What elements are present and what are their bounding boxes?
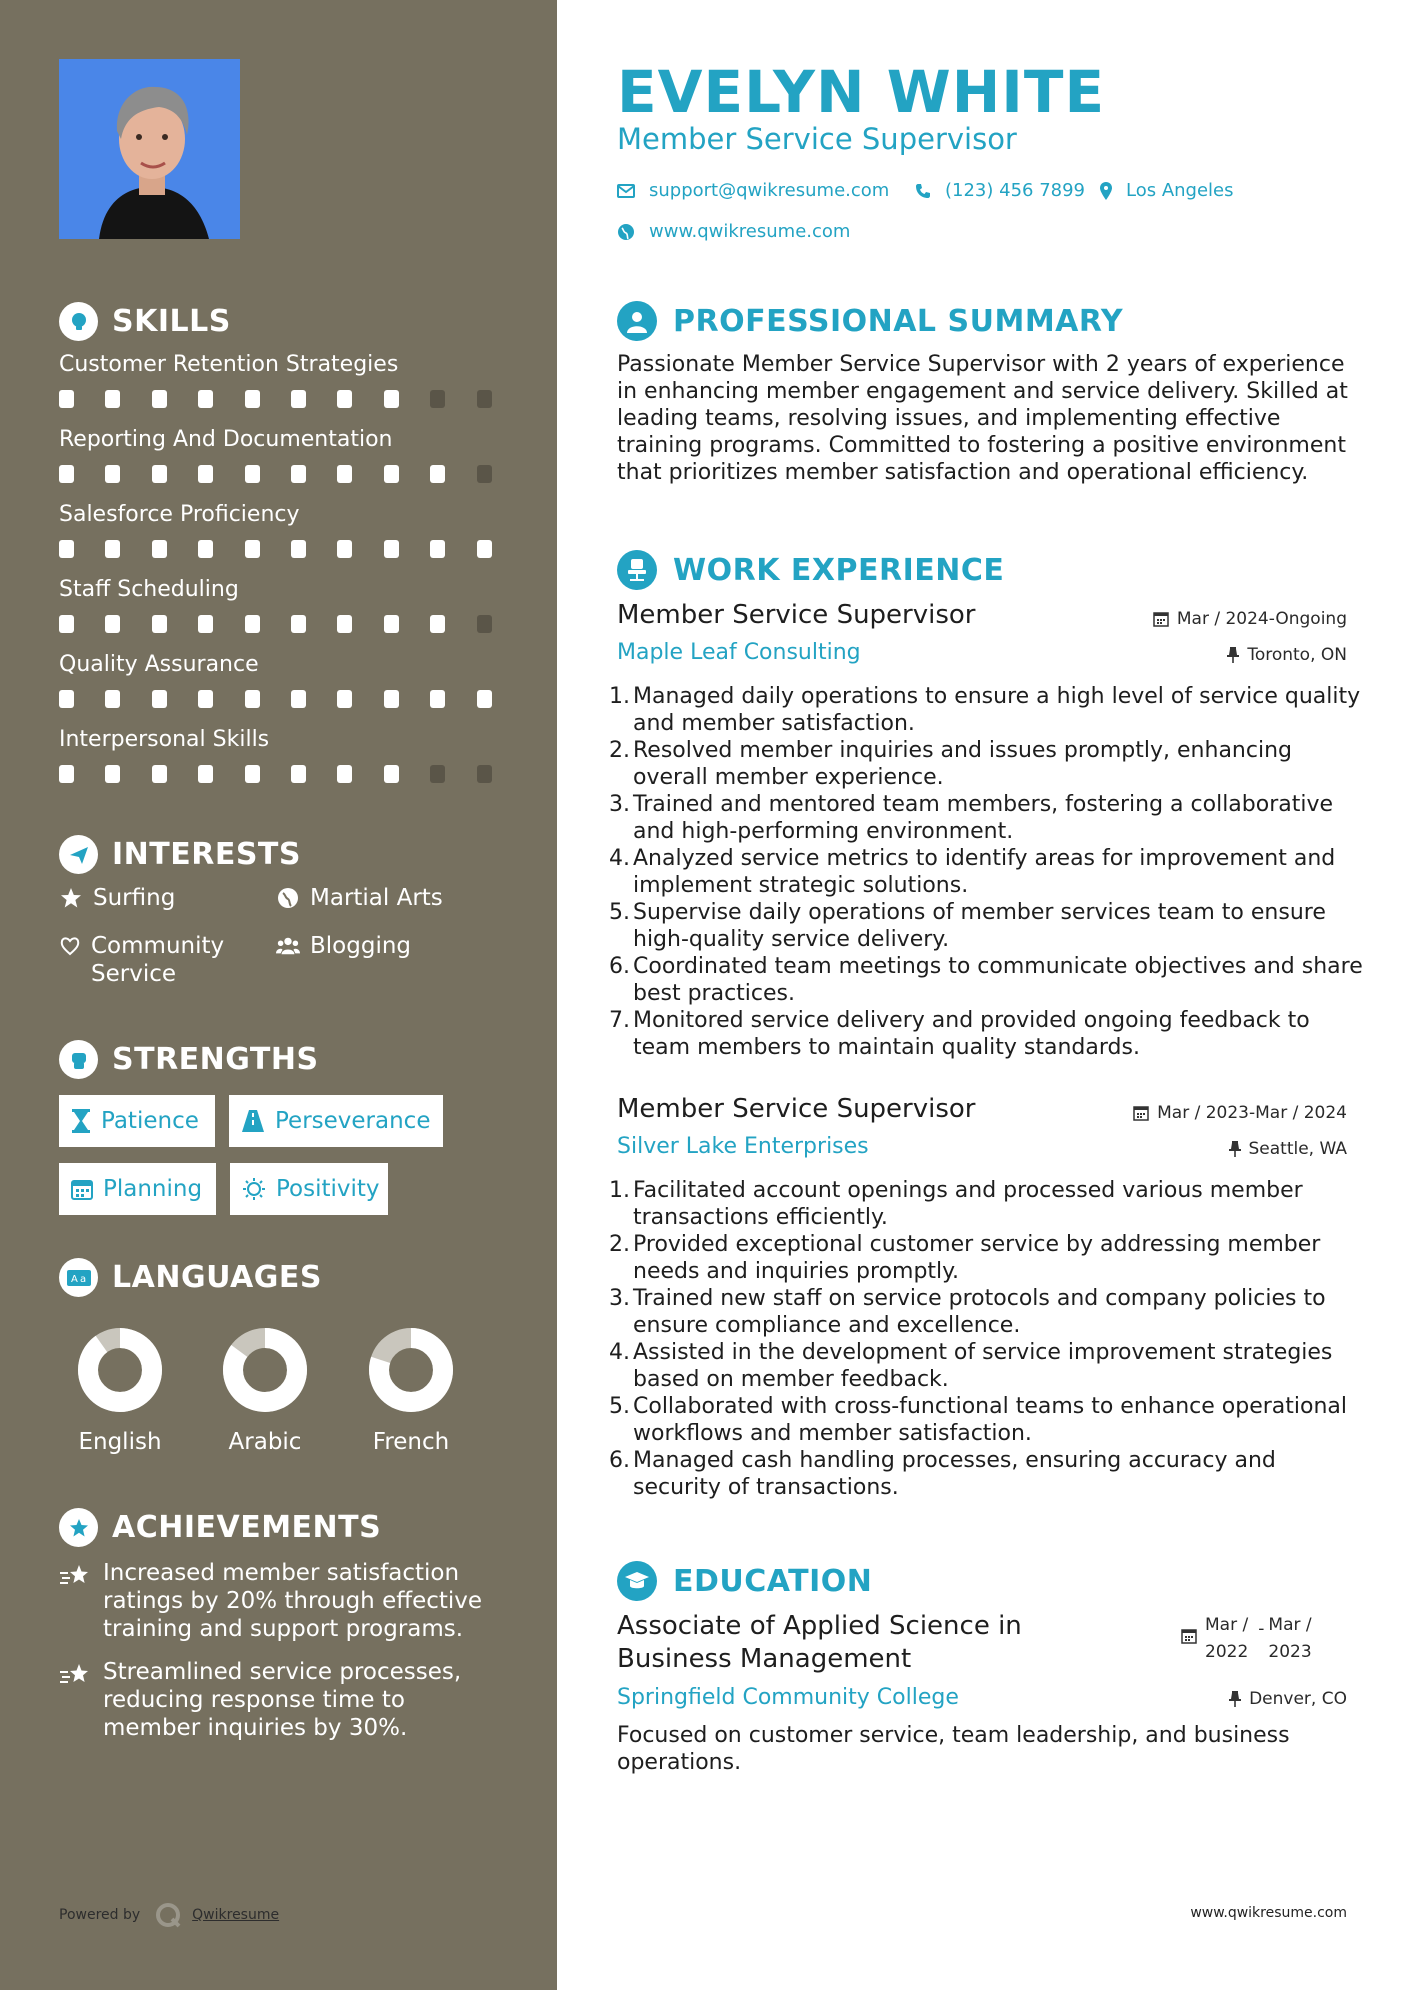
degree-line: Associate of Applied Science in [617, 1611, 1022, 1641]
skill-dot-filled [337, 690, 352, 708]
profile-photo [59, 59, 240, 239]
interest-item [276, 932, 411, 960]
job-bullet: 4. Analyzed service metrics to identify areas for improvement and implement strategic solutions. [609, 846, 1336, 898]
location-contact [1100, 180, 1234, 201]
website-contact[interactable] [617, 221, 850, 242]
skill-dot-filled [245, 615, 260, 633]
calendar-icon [1153, 611, 1169, 627]
award-star-icon [59, 1508, 98, 1547]
graduation-cap-icon [617, 1561, 657, 1601]
main-content [557, 0, 1407, 1990]
education-end-date: Mar / 2023 [1268, 1615, 1312, 1662]
interest-item [276, 884, 443, 912]
skill-dot-filled [152, 615, 167, 633]
map-pin-icon [1100, 182, 1112, 200]
job-location-text: Toronto, ON [1247, 645, 1347, 665]
skill-dot-empty [477, 465, 492, 483]
heart-outline-icon [59, 932, 81, 957]
interest-label: Blogging [310, 933, 412, 959]
skill-name: Staff Scheduling [59, 577, 239, 602]
job-dates-text: Mar / 2024-Ongoing [1176, 609, 1347, 629]
job-company: Silver Lake Enterprises [617, 1134, 869, 1159]
strength-label: Planning [103, 1176, 203, 1202]
education-dates [1181, 1612, 1312, 1666]
envelope-icon [617, 184, 635, 198]
summary-title: PROFESSIONAL SUMMARY [673, 303, 1124, 339]
skill-dot-empty [430, 390, 445, 408]
calendar-icon [71, 1178, 93, 1200]
job-bullet: 3. Trained new staff on service protocols and company policies to ensure compliance and excellence. [609, 1286, 1326, 1338]
skill-dot-filled [198, 615, 213, 633]
language-ring-fill [88, 1338, 152, 1402]
job-location [1229, 1139, 1348, 1159]
skill-dot-filled [430, 690, 445, 708]
skill-name: Reporting And Documentation [59, 427, 393, 452]
strength-label: Patience [101, 1108, 199, 1134]
lightbulb-icon [59, 302, 98, 341]
job-dates-text: Mar / 2023-Mar / 2024 [1157, 1103, 1347, 1123]
job-bullet: 4. Assisted in the development of service improvement strategies based on member feedback. [609, 1340, 1333, 1392]
skill-dot-filled [105, 390, 120, 408]
skill-dot-filled [59, 465, 74, 483]
language-label: English [78, 1429, 162, 1455]
education-location [1229, 1689, 1347, 1709]
language-ring [75, 1325, 165, 1415]
strength-label: Positivity [276, 1176, 380, 1202]
job-bullet: 2. Provided exceptional customer service by addressing member needs and inquiries promptly. [609, 1232, 1321, 1284]
skill-dot-filled [291, 615, 306, 633]
paper-plane-icon [59, 835, 98, 874]
job-bullet: 6. Coordinated team meetings to communicate objectives and share best practices. [609, 954, 1363, 1006]
skill-dot-filled [291, 390, 306, 408]
skill-level-dots [59, 690, 499, 708]
globe-icon [617, 223, 635, 241]
education-title: EDUCATION [673, 1563, 873, 1599]
education-heading [617, 1561, 872, 1601]
skill-level-dots [59, 615, 499, 633]
svg-text:a: a [79, 1273, 86, 1285]
interests-title: INTERESTS [112, 837, 301, 872]
skill-dot-filled [245, 540, 260, 558]
strength-badge [230, 1163, 388, 1215]
skill-dot-filled [245, 390, 260, 408]
job-bullet: 2. Resolved member inquiries and issues promptly, enhancing overall member experience. [609, 738, 1292, 790]
skill-dot-filled [59, 765, 74, 783]
achievement-item [59, 1658, 483, 1742]
job-bullet: 1. Facilitated account openings and processed various member transactions efficiently. [609, 1178, 1303, 1230]
phone-text: (123) 456 7899 [945, 180, 1086, 201]
summary-heading [617, 301, 1123, 341]
interests-heading [59, 835, 301, 874]
skill-dot-filled [59, 690, 74, 708]
strength-badge [229, 1095, 443, 1147]
skill-dot-filled [245, 765, 260, 783]
skill-dot-empty [430, 765, 445, 783]
skill-dot-filled [384, 465, 399, 483]
footer-url-link[interactable]: www.qwikresume.com [1190, 1905, 1347, 1921]
skill-dot-filled [245, 465, 260, 483]
skill-dot-filled [477, 690, 492, 708]
sun-icon [242, 1177, 266, 1201]
skill-name: Quality Assurance [59, 652, 259, 677]
pushpin-icon [1227, 647, 1239, 663]
job-location-text: Seattle, WA [1248, 1139, 1347, 1159]
strength-badge [59, 1163, 216, 1215]
job-dates [1133, 1103, 1347, 1123]
language-ring [220, 1325, 310, 1415]
skill-dot-filled [245, 690, 260, 708]
skill-dot-filled [59, 615, 74, 633]
skill-dot-filled [384, 540, 399, 558]
candidate-role: Member Service Supervisor [617, 122, 1017, 156]
job-bullets [609, 1177, 1369, 1501]
strengths-heading [59, 1040, 319, 1079]
achievements-heading [59, 1508, 381, 1547]
skill-dot-filled [105, 690, 120, 708]
skill-level-dots [59, 465, 499, 483]
language-label: Arabic [228, 1429, 302, 1455]
education-start-date: Mar / 2022 [1205, 1615, 1249, 1662]
summary-text: Passionate Member Service Supervisor with 2 years of experience in enhancing member engagement and service delivery. Skilled at leading teams, resolving issues, and implementing effective training programs. Committed to fostering a positive environment that prioritizes member satisfaction and operational efficiency. [617, 352, 1348, 485]
strengths-title: STRENGTHS [112, 1042, 319, 1077]
fist-icon [59, 1040, 98, 1079]
skill-dot-filled [430, 615, 445, 633]
skill-dot-filled [198, 390, 213, 408]
powered-by-label: Powered by [59, 1907, 141, 1923]
strength-badge [59, 1095, 215, 1147]
skill-dot-filled [337, 465, 352, 483]
achievement-text: Streamlined service processes, reducing response time to member inquiries by 30%. [103, 1659, 462, 1741]
skill-level-dots [59, 390, 499, 408]
skill-dot-filled [105, 615, 120, 633]
user-icon [617, 301, 657, 341]
skill-dot-filled [430, 540, 445, 558]
skill-name: Customer Retention Strategies [59, 352, 399, 377]
interest-item [59, 932, 259, 988]
calendar-icon [1133, 1105, 1149, 1121]
job-bullet: 1. Managed daily operations to ensure a high level of service quality and member satisfaction. [609, 684, 1361, 736]
location-text: Los Angeles [1126, 180, 1234, 201]
skill-dot-empty [477, 390, 492, 408]
email-contact[interactable] [617, 180, 889, 201]
sidebar [0, 0, 557, 1990]
skill-dot-filled [384, 615, 399, 633]
education-date-separator: - [1258, 1619, 1265, 1639]
skill-dot-filled [198, 690, 213, 708]
skill-dot-filled [291, 465, 306, 483]
skill-dot-filled [384, 390, 399, 408]
skill-name: Interpersonal Skills [59, 727, 270, 752]
email-text: support@qwikresume.com [649, 180, 890, 201]
job-title: Member Service Supervisor [617, 600, 976, 630]
pushpin-icon [1229, 1691, 1241, 1707]
experience-heading [617, 550, 1004, 590]
job-title: Member Service Supervisor [617, 1094, 976, 1124]
skill-dot-filled [337, 615, 352, 633]
skill-dot-filled [337, 390, 352, 408]
skill-dot-empty [477, 765, 492, 783]
globe-icon [276, 884, 300, 909]
powered-by-brand-link[interactable]: Qwikresume [192, 1907, 280, 1923]
skills-heading [59, 302, 231, 341]
languages-heading [59, 1258, 322, 1297]
website-text: www.qwikresume.com [649, 221, 851, 242]
shooting-star-icon [59, 1559, 91, 1593]
skill-dot-filled [152, 765, 167, 783]
skill-dot-filled [291, 690, 306, 708]
star-icon [59, 884, 83, 909]
languages-title: LANGUAGES [112, 1260, 322, 1295]
strength-label: Perseverance [275, 1108, 431, 1134]
interest-label: Martial Arts [310, 885, 443, 911]
skill-dot-filled [477, 540, 492, 558]
skill-dot-filled [105, 765, 120, 783]
job-bullet: 5. Collaborated with cross-functional teams to enhance operational workflows and member satisfaction. [609, 1394, 1348, 1446]
skill-dot-filled [198, 765, 213, 783]
skill-dot-filled [105, 540, 120, 558]
interest-item [59, 884, 175, 912]
skill-dot-filled [152, 540, 167, 558]
interest-label: Community Service [91, 933, 225, 987]
svg-text:A: A [70, 1273, 78, 1285]
skill-dot-filled [337, 540, 352, 558]
skill-dot-filled [337, 765, 352, 783]
skills-title: SKILLS [112, 304, 231, 339]
language-label: French [372, 1429, 450, 1455]
skill-dot-filled [291, 765, 306, 783]
skill-dot-filled [152, 390, 167, 408]
skill-level-dots [59, 540, 499, 558]
job-bullet: 3. Trained and mentored team members, fostering a collaborative and high-performing environment. [609, 792, 1334, 844]
candidate-name: EVELYN WHITE [617, 58, 1106, 126]
skill-dot-filled [384, 765, 399, 783]
interest-label: Surfing [93, 885, 176, 911]
hourglass-icon [71, 1109, 91, 1133]
skill-name: Salesforce Proficiency [59, 502, 300, 527]
achievement-item [59, 1559, 483, 1643]
skill-dot-filled [152, 690, 167, 708]
job-bullet: 6. Managed cash handling processes, ensuring accuracy and security of transactions. [609, 1448, 1276, 1500]
education-description: Focused on customer service, team leadership, and business operations. [617, 1723, 1290, 1775]
users-icon [276, 932, 300, 957]
degree-line: Business Management [617, 1644, 912, 1674]
skill-dot-filled [430, 465, 445, 483]
achievements-title: ACHIEVEMENTS [112, 1510, 382, 1545]
school-name: Springfield Community College [617, 1685, 959, 1710]
job-bullets [609, 683, 1369, 1061]
skill-dot-filled [384, 690, 399, 708]
skill-dot-filled [59, 390, 74, 408]
skill-dot-filled [152, 465, 167, 483]
phone-contact[interactable] [915, 180, 1085, 201]
calendar-icon [1181, 1628, 1197, 1644]
degree-title [617, 1610, 1022, 1676]
experience-title: WORK EXPERIENCE [673, 552, 1005, 588]
qwikresume-logo-icon [154, 1901, 182, 1929]
skill-dot-filled [59, 540, 74, 558]
achievement-text: Increased member satisfaction ratings by 20% through effective training and support programs. [103, 1560, 483, 1642]
job-location [1227, 645, 1347, 665]
road-icon [241, 1110, 265, 1132]
job-bullet: 7. Monitored service delivery and provided ongoing feedback to team members to maintain quality standards. [609, 1008, 1310, 1060]
shooting-star-icon [59, 1658, 91, 1692]
pushpin-icon [1229, 1141, 1241, 1157]
language-ring [366, 1325, 456, 1415]
office-chair-icon [617, 550, 657, 590]
skill-dot-filled [291, 540, 306, 558]
skill-dot-filled [198, 540, 213, 558]
skill-level-dots [59, 765, 499, 783]
skill-dot-filled [198, 465, 213, 483]
skill-dot-empty [477, 615, 492, 633]
skill-dot-filled [105, 465, 120, 483]
job-dates [1153, 609, 1347, 629]
translate-icon [59, 1258, 98, 1297]
education-location-text: Denver, CO [1249, 1689, 1347, 1709]
job-bullet: 5. Supervise daily operations of member services team to ensure high-quality service delivery. [609, 900, 1326, 952]
phone-icon [915, 183, 931, 199]
job-company: Maple Leaf Consulting [617, 640, 861, 665]
powered-by [59, 1901, 279, 1929]
